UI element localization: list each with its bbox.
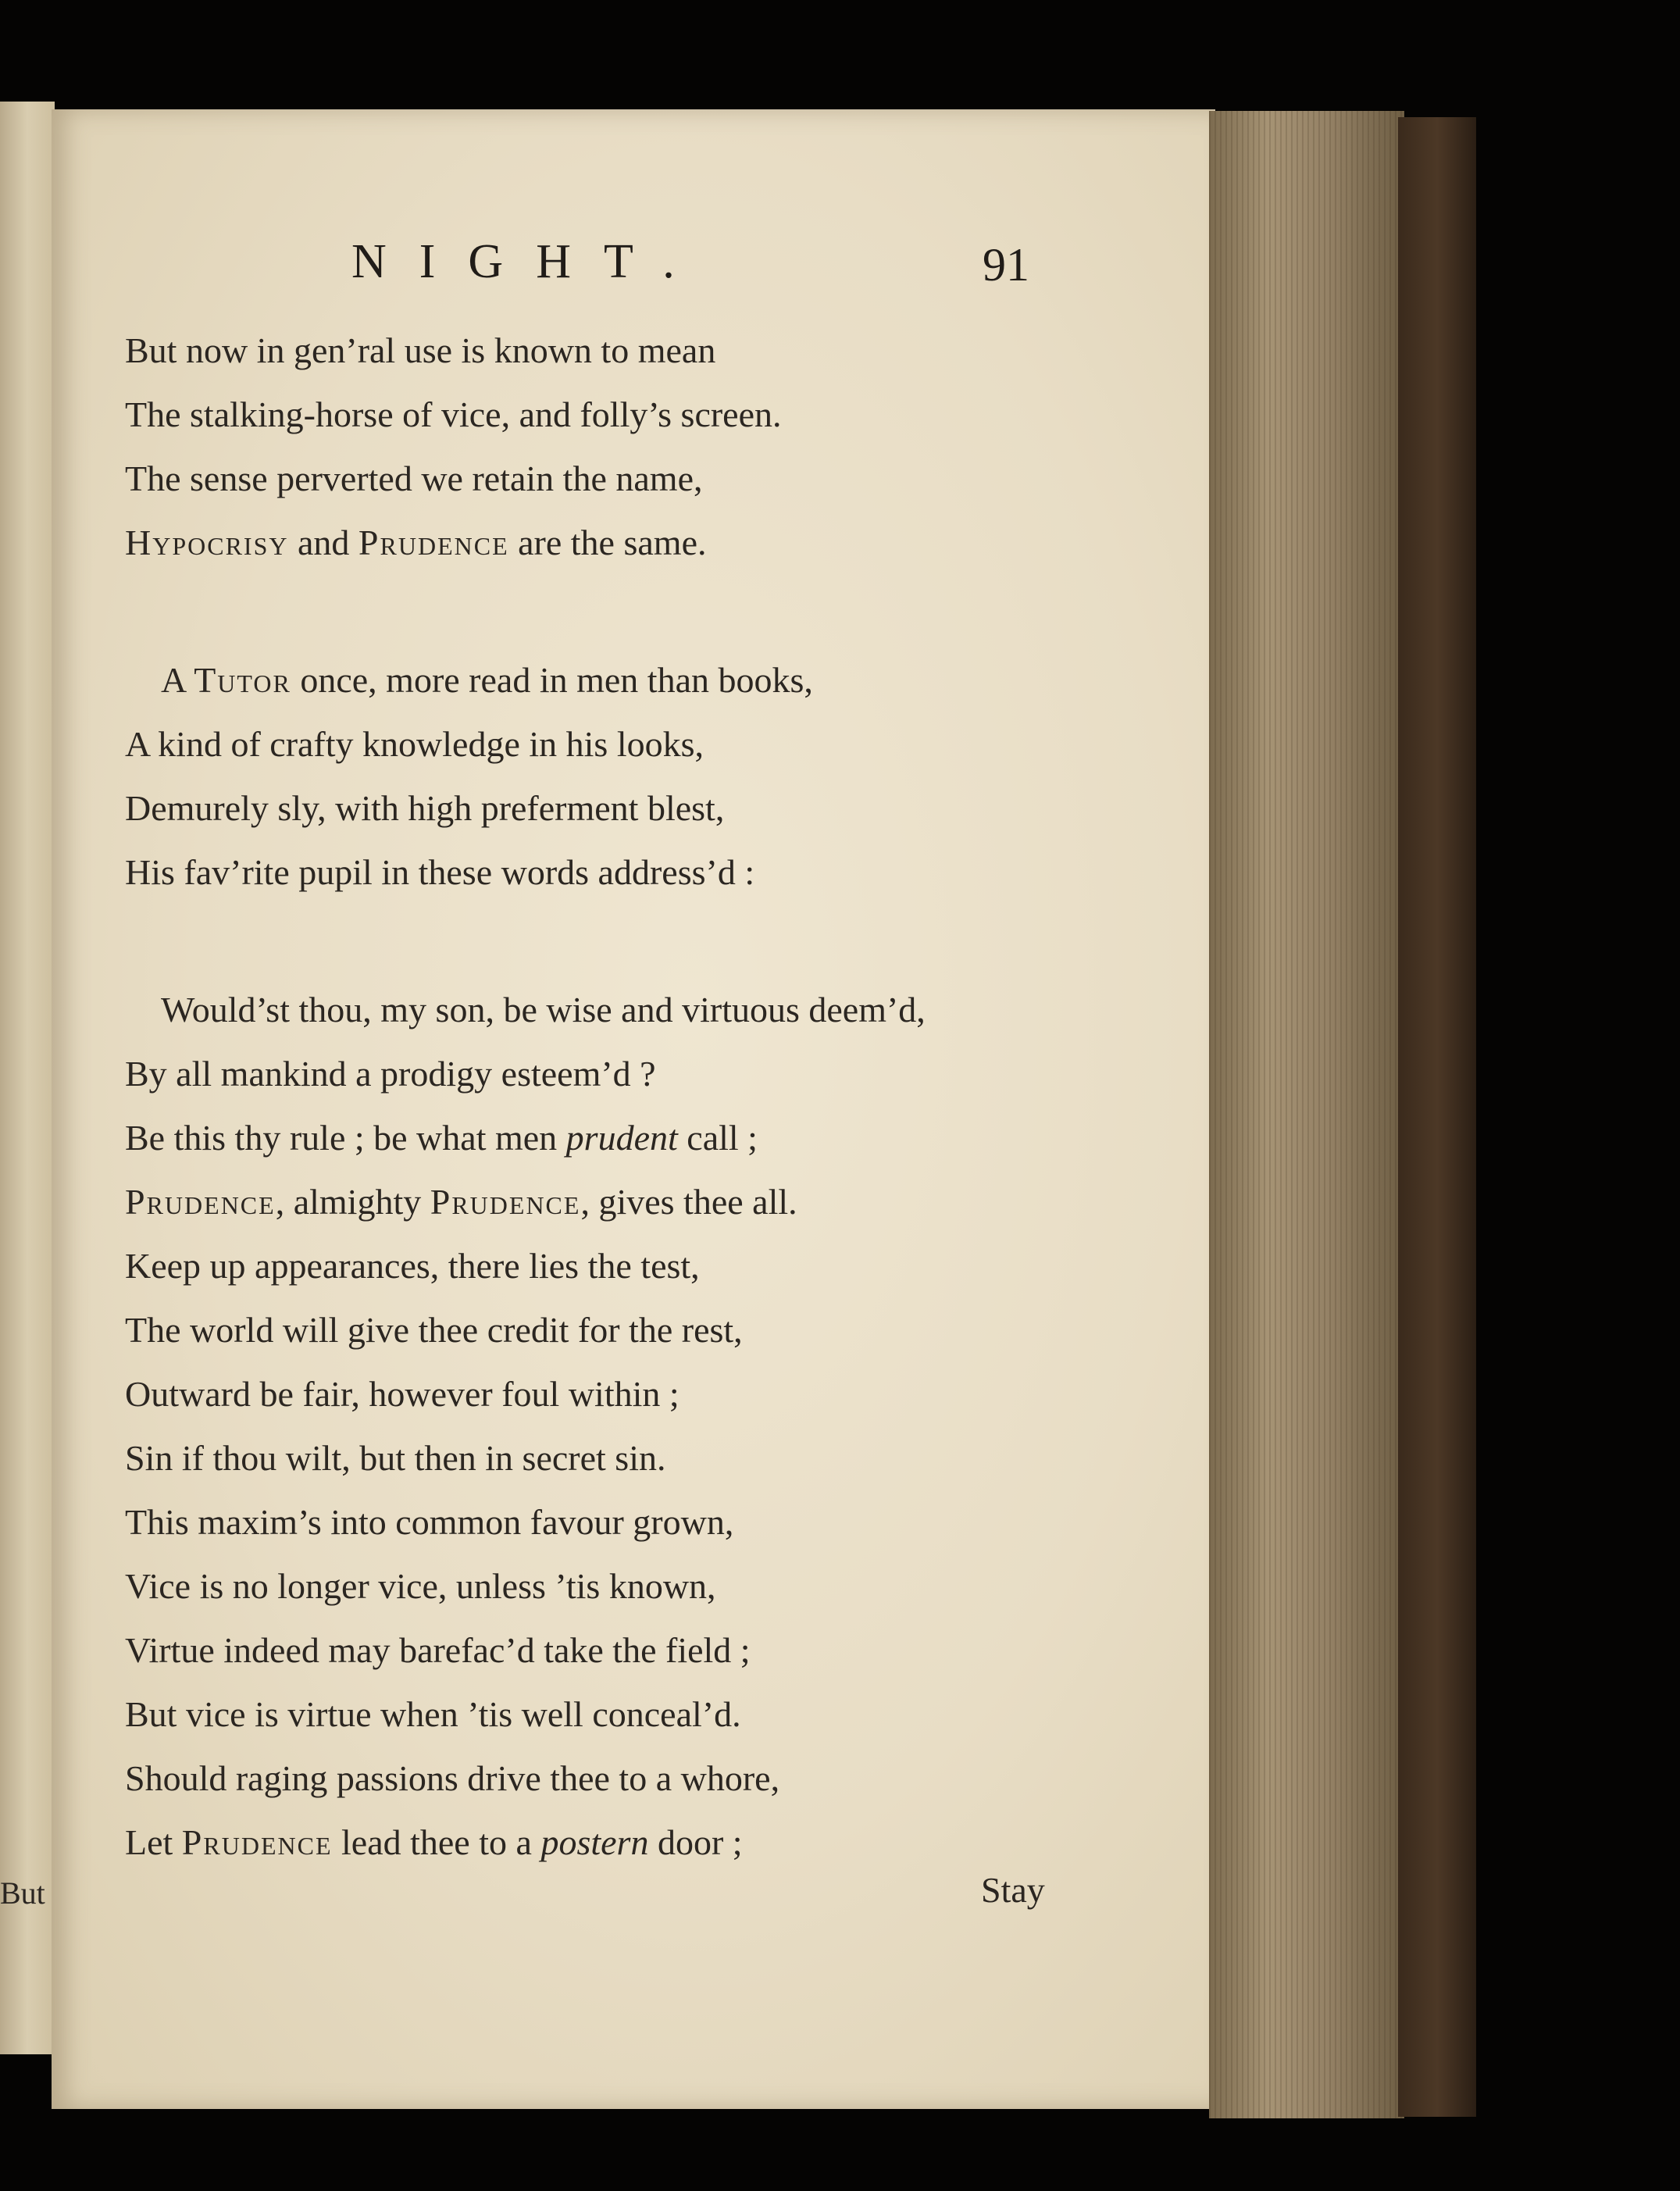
verse-line: Vice is no longer vice, unless ’tis known, (125, 1566, 716, 1606)
verse-line: Should raging passions drive thee to a whore, (125, 1758, 780, 1798)
page-number: 91 (983, 239, 1029, 291)
verse-line: But vice is virtue when ’tis well conceal’d. (125, 1694, 741, 1734)
verse-line: A kind of crafty knowledge in his looks, (125, 724, 704, 764)
verse-line: The world will give thee credit for the rest, (125, 1310, 743, 1350)
previous-page-edge (0, 102, 55, 2054)
previous-page-catchword: But (0, 1875, 45, 1911)
book-cover-edge (1398, 117, 1476, 2117)
stanza (125, 319, 1203, 575)
verse-line: Outward be fair, however foul within ; (125, 1374, 679, 1414)
stanza (125, 648, 1203, 905)
verse-line: Prudence, almighty Prudence, gives thee all. (125, 1182, 797, 1222)
verse-line: But now in gen’ral use is known to mean (125, 330, 716, 370)
verse-line: A Tutor once, more read in men than books, (161, 660, 813, 700)
verse-line: Would’st thou, my son, be wise and virtuous deem’d, (161, 990, 926, 1029)
verse-line: Virtue indeed may barefac’d take the field ; (125, 1630, 751, 1670)
verse-line: Demurely sly, with high preferment blest, (125, 788, 725, 828)
verse-line: Let Prudence lead thee to a postern door ; (125, 1822, 743, 1862)
verse-line: Keep up appearances, there lies the test, (125, 1246, 700, 1286)
verse-line: The sense perverted we retain the name, (125, 459, 703, 498)
catchword: Stay (981, 1870, 1045, 1910)
verse-line: Sin if thou wilt, but then in secret sin. (125, 1438, 666, 1478)
verse-line: Hypocrisy and Prudence are the same. (125, 523, 707, 562)
running-head: NIGHT. (351, 235, 708, 288)
verse-line: This maxim’s into common favour grown, (125, 1502, 734, 1542)
stanza (125, 978, 1203, 1875)
verse-line: By all mankind a prodigy esteem’d ? (125, 1054, 656, 1094)
verse-line: His fav’rite pupil in these words address’d : (125, 852, 755, 892)
verse-line: Be this thy rule ; be what men prudent call ; (125, 1118, 758, 1158)
page-block-edge (1209, 111, 1404, 2118)
verse-line: The stalking-horse of vice, and folly’s screen. (125, 394, 782, 434)
poem-text (125, 319, 1203, 1948)
